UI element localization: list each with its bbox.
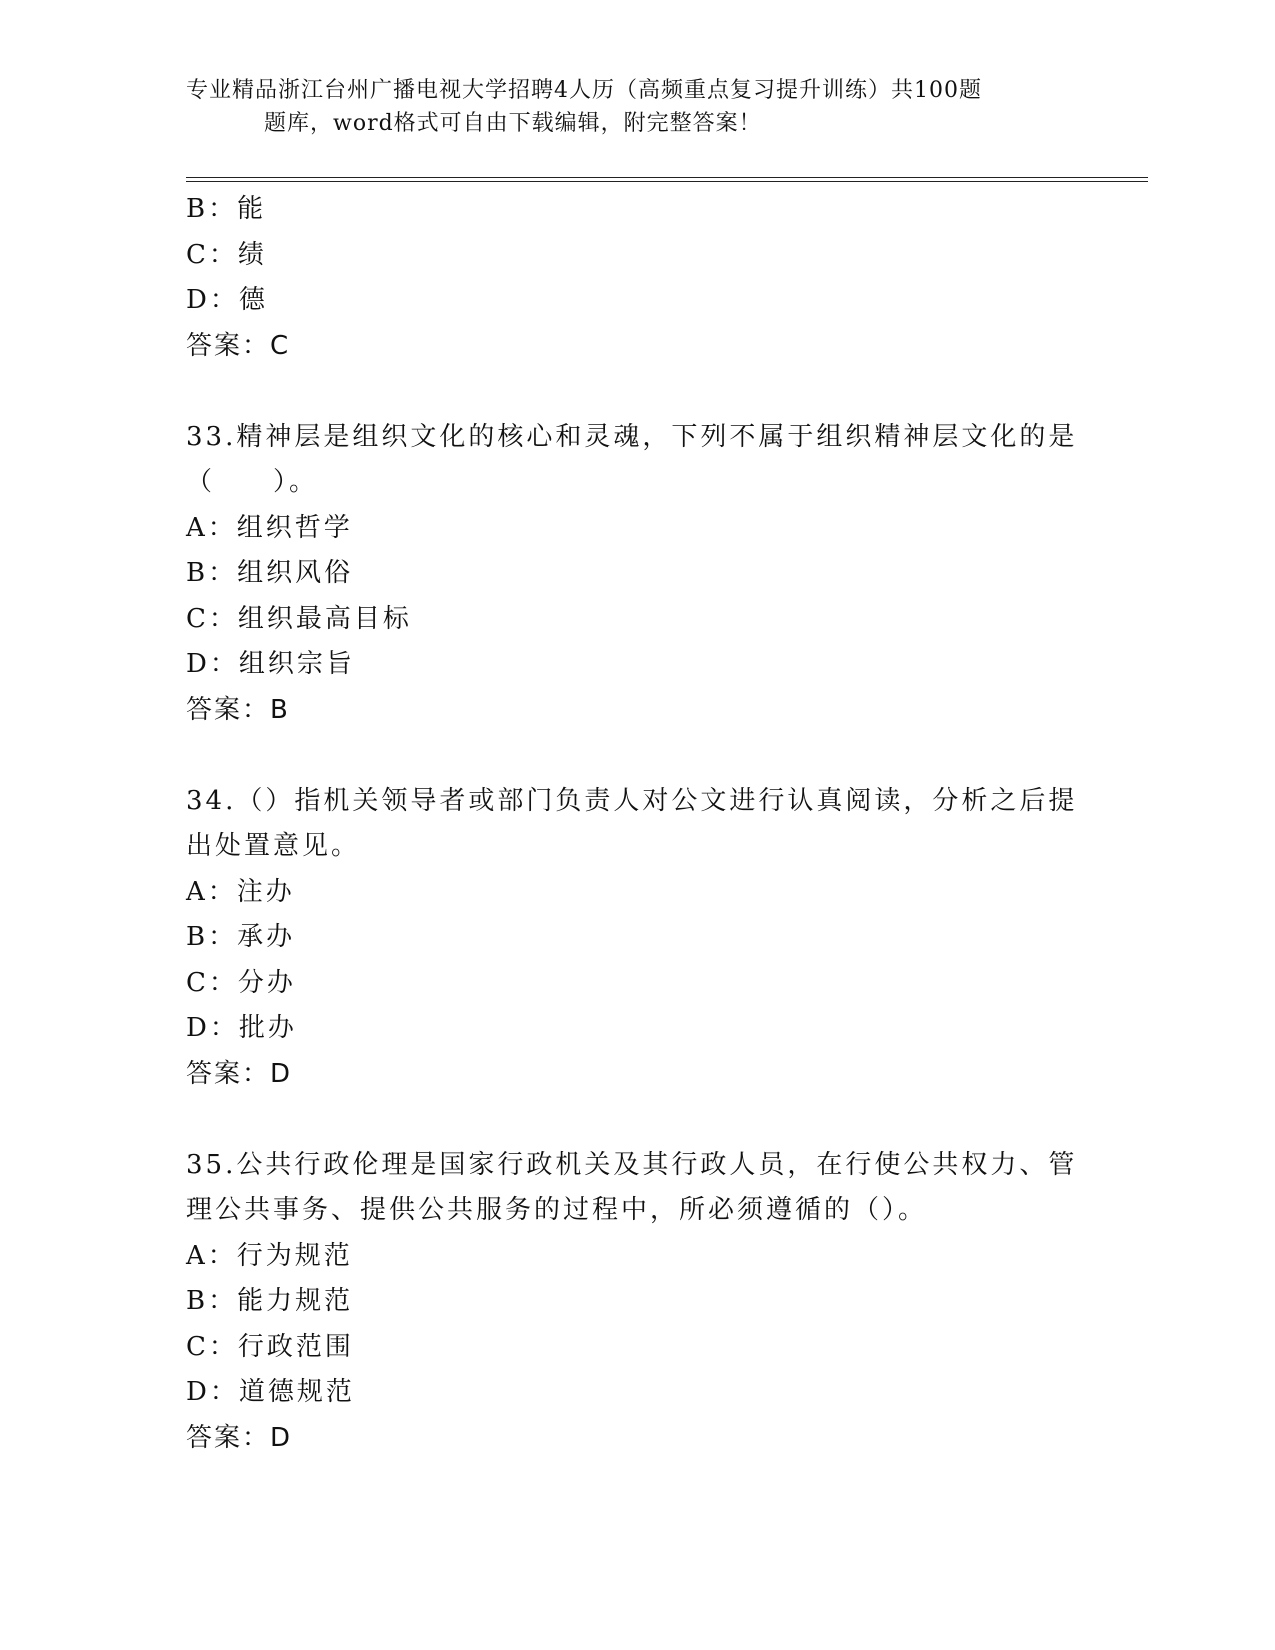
question-block-33 — [186, 415, 1086, 734]
option-b: B：能 — [186, 194, 267, 224]
option-c: C：行政范围 — [186, 1331, 354, 1362]
question-stem-line-2: （ ）。 — [186, 467, 319, 497]
question-block-32 — [186, 187, 1086, 369]
answer-line: 答案：D — [186, 1422, 293, 1453]
option-b: B：能力规范 — [186, 1286, 354, 1316]
answer-line: 答案：B — [186, 694, 290, 725]
option-a: A：组织哲学 — [186, 512, 353, 543]
question-block-34 — [186, 779, 1086, 1098]
question-block-35 — [186, 1143, 1086, 1462]
option-b: B：组织风俗 — [186, 558, 354, 588]
question-spacer — [186, 1097, 1086, 1143]
question-stem-line-2: 理公共事务、提供公共服务的过程中，所必须遵循的（）。 — [186, 1195, 928, 1225]
option-d: D：德 — [186, 285, 268, 315]
option-c: C：组织最高目标 — [186, 603, 412, 634]
question-stem-line-1: 33.精神层是组织文化的核心和灵魂，下列不属于组织精神层文化的是 — [186, 421, 1078, 452]
header-divider-bottom — [186, 181, 1148, 182]
option-c: C：分办 — [186, 967, 296, 998]
header-title-line-1: 专业精品浙江台州广播电视大学招聘4人历（高频重点复习提升训练）共100题 — [186, 78, 982, 103]
option-d: D：组织宗旨 — [186, 649, 355, 679]
page-header — [186, 74, 1086, 140]
header-divider-top — [186, 177, 1148, 178]
option-c: C：绩 — [186, 239, 267, 270]
answer-line: 答案：C — [186, 330, 291, 361]
question-stem-line-1: 35.公共行政伦理是国家行政机关及其行政人员，在行使公共权力、管 — [186, 1149, 1078, 1180]
question-list — [186, 187, 1086, 1461]
question-spacer — [186, 369, 1086, 415]
option-d: D：道德规范 — [186, 1377, 355, 1407]
option-b: B：承办 — [186, 922, 296, 952]
question-stem-line-2: 出处置意见。 — [186, 831, 361, 861]
question-spacer — [186, 733, 1086, 779]
option-d: D：批办 — [186, 1013, 297, 1043]
answer-line: 答案：D — [186, 1058, 293, 1089]
question-stem-line-1: 34.（）指机关领导者或部门负责人对公文进行认真阅读，分析之后提 — [186, 785, 1078, 816]
option-a: A：行为规范 — [186, 1240, 353, 1271]
option-a: A：注办 — [186, 876, 295, 907]
header-title-line-2: 题库，word格式可自由下载编辑，附完整答案！ — [264, 111, 762, 136]
